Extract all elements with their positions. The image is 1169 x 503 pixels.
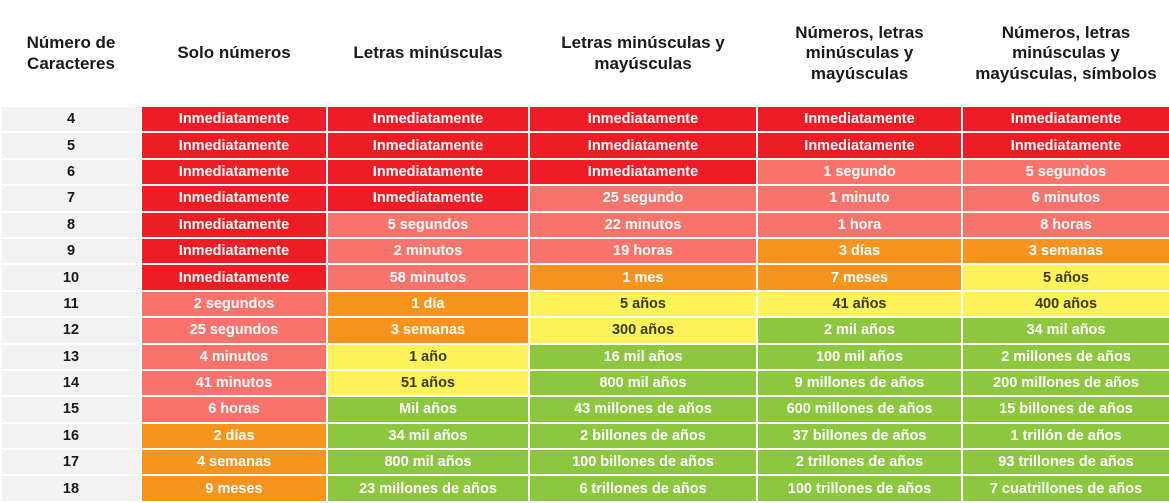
crack-time-cell: 58 minutos [327, 264, 529, 290]
table-row [1, 370, 1169, 396]
crack-time-cell: Inmediatamente [529, 106, 757, 132]
column-header-alphanumeric: Números, letras minúsculas y mayúsculas [757, 1, 962, 106]
crack-time-cell: 1 hora [757, 212, 962, 238]
crack-time-cell: 2 millones de años [962, 344, 1169, 370]
crack-time-cell: 51 años [327, 370, 529, 396]
table-row [1, 423, 1169, 449]
crack-time-cell: 15 billones de años [962, 396, 1169, 422]
row-label-character-count: 14 [1, 370, 141, 396]
table-row [1, 132, 1169, 158]
crack-time-cell: 41 años [757, 291, 962, 317]
column-header-lowercase: Letras minúsculas [327, 1, 529, 106]
crack-time-cell: 93 trillones de años [962, 449, 1169, 475]
crack-time-cell: Inmediatamente [141, 212, 327, 238]
table-header [1, 1, 1169, 106]
crack-time-cell: 37 billones de años [757, 423, 962, 449]
crack-time-cell: 1 mes [529, 264, 757, 290]
crack-time-cell: 3 días [757, 238, 962, 264]
column-header-mixed-case: Letras minúsculas y mayúsculas [529, 1, 757, 106]
row-label-character-count: 5 [1, 132, 141, 158]
crack-time-cell: 800 mil años [327, 449, 529, 475]
row-label-character-count: 10 [1, 264, 141, 290]
column-header-characters: Número de Caracteres [1, 1, 141, 106]
crack-time-cell: 400 años [962, 291, 1169, 317]
row-label-character-count: 17 [1, 449, 141, 475]
crack-time-cell: 1 año [327, 344, 529, 370]
crack-time-cell: 9 millones de años [757, 370, 962, 396]
crack-time-cell: Inmediatamente [757, 106, 962, 132]
table-body [1, 106, 1169, 502]
table-row [1, 396, 1169, 422]
crack-time-cell: 600 millones de años [757, 396, 962, 422]
header-row [1, 1, 1169, 106]
crack-time-cell: 2 billones de años [529, 423, 757, 449]
crack-time-cell: 2 minutos [327, 238, 529, 264]
crack-time-cell: 3 semanas [962, 238, 1169, 264]
crack-time-cell: 5 años [962, 264, 1169, 290]
row-label-character-count: 9 [1, 238, 141, 264]
table-row [1, 159, 1169, 185]
crack-time-cell: 16 mil años [529, 344, 757, 370]
row-label-character-count: 15 [1, 396, 141, 422]
table-row [1, 264, 1169, 290]
crack-time-cell: 3 semanas [327, 317, 529, 343]
crack-time-cell: 5 segundos [327, 212, 529, 238]
row-label-character-count: 6 [1, 159, 141, 185]
crack-time-cell: Inmediatamente [141, 132, 327, 158]
crack-time-cell: Inmediatamente [141, 238, 327, 264]
crack-time-cell: 1 trillón de años [962, 423, 1169, 449]
row-label-character-count: 12 [1, 317, 141, 343]
crack-time-cell: Inmediatamente [141, 106, 327, 132]
crack-time-cell: Mil años [327, 396, 529, 422]
crack-time-cell: 2 trillones de años [757, 449, 962, 475]
row-label-character-count: 11 [1, 291, 141, 317]
crack-time-cell: 34 mil años [327, 423, 529, 449]
crack-time-cell: 1 segundo [757, 159, 962, 185]
crack-time-cell: 19 horas [529, 238, 757, 264]
table-row [1, 344, 1169, 370]
crack-time-cell: Inmediatamente [141, 185, 327, 211]
crack-time-cell: 1 minuto [757, 185, 962, 211]
crack-time-cell: 2 segundos [141, 291, 327, 317]
crack-time-cell: 1 día [327, 291, 529, 317]
crack-time-cell: 4 semanas [141, 449, 327, 475]
crack-time-cell: 7 cuatrillones de años [962, 475, 1169, 502]
crack-time-cell: Inmediatamente [327, 132, 529, 158]
crack-time-cell: 2 días [141, 423, 327, 449]
crack-time-cell: 200 millones de años [962, 370, 1169, 396]
crack-time-cell: 43 millones de años [529, 396, 757, 422]
column-header-alphanumeric-symbols: Números, letras minúsculas y mayúsculas, símbolos [962, 1, 1169, 106]
row-label-character-count: 4 [1, 106, 141, 132]
table-row [1, 106, 1169, 132]
crack-time-cell: Inmediatamente [141, 264, 327, 290]
table-row [1, 185, 1169, 211]
crack-time-cell: 23 millones de años [327, 475, 529, 502]
crack-time-cell: 800 mil años [529, 370, 757, 396]
crack-time-cell: 5 segundos [962, 159, 1169, 185]
crack-time-cell: 100 billones de años [529, 449, 757, 475]
crack-time-cell: Inmediatamente [327, 106, 529, 132]
table-row [1, 238, 1169, 264]
crack-time-cell: 34 mil años [962, 317, 1169, 343]
crack-time-cell: Inmediatamente [529, 159, 757, 185]
crack-time-cell: 2 mil años [757, 317, 962, 343]
crack-time-cell: Inmediatamente [327, 185, 529, 211]
crack-time-cell: 41 minutos [141, 370, 327, 396]
crack-time-cell: 6 horas [141, 396, 327, 422]
crack-time-cell: 6 minutos [962, 185, 1169, 211]
row-label-character-count: 13 [1, 344, 141, 370]
row-label-character-count: 16 [1, 423, 141, 449]
row-label-character-count: 8 [1, 212, 141, 238]
crack-time-cell: 4 minutos [141, 344, 327, 370]
table-row [1, 291, 1169, 317]
crack-time-cell: 300 años [529, 317, 757, 343]
crack-time-cell: 100 mil años [757, 344, 962, 370]
crack-time-cell: Inmediatamente [529, 132, 757, 158]
crack-time-cell: 5 años [529, 291, 757, 317]
table-row [1, 449, 1169, 475]
crack-time-cell: 25 segundos [141, 317, 327, 343]
crack-time-cell: Inmediatamente [327, 159, 529, 185]
crack-time-cell: Inmediatamente [962, 106, 1169, 132]
crack-time-cell: 22 minutos [529, 212, 757, 238]
row-label-character-count: 18 [1, 475, 141, 502]
crack-time-cell: 9 meses [141, 475, 327, 502]
column-header-numbers-only: Solo números [141, 1, 327, 106]
crack-time-cell: Inmediatamente [962, 132, 1169, 158]
crack-time-cell: 8 horas [962, 212, 1169, 238]
crack-time-cell: Inmediatamente [757, 132, 962, 158]
crack-time-cell: 100 trillones de años [757, 475, 962, 502]
crack-time-cell: 25 segundo [529, 185, 757, 211]
table-row [1, 317, 1169, 343]
table-row [1, 212, 1169, 238]
crack-time-cell: Inmediatamente [141, 159, 327, 185]
crack-time-cell: 6 trillones de años [529, 475, 757, 502]
crack-time-cell: 7 meses [757, 264, 962, 290]
table-row [1, 475, 1169, 502]
row-label-character-count: 7 [1, 185, 141, 211]
